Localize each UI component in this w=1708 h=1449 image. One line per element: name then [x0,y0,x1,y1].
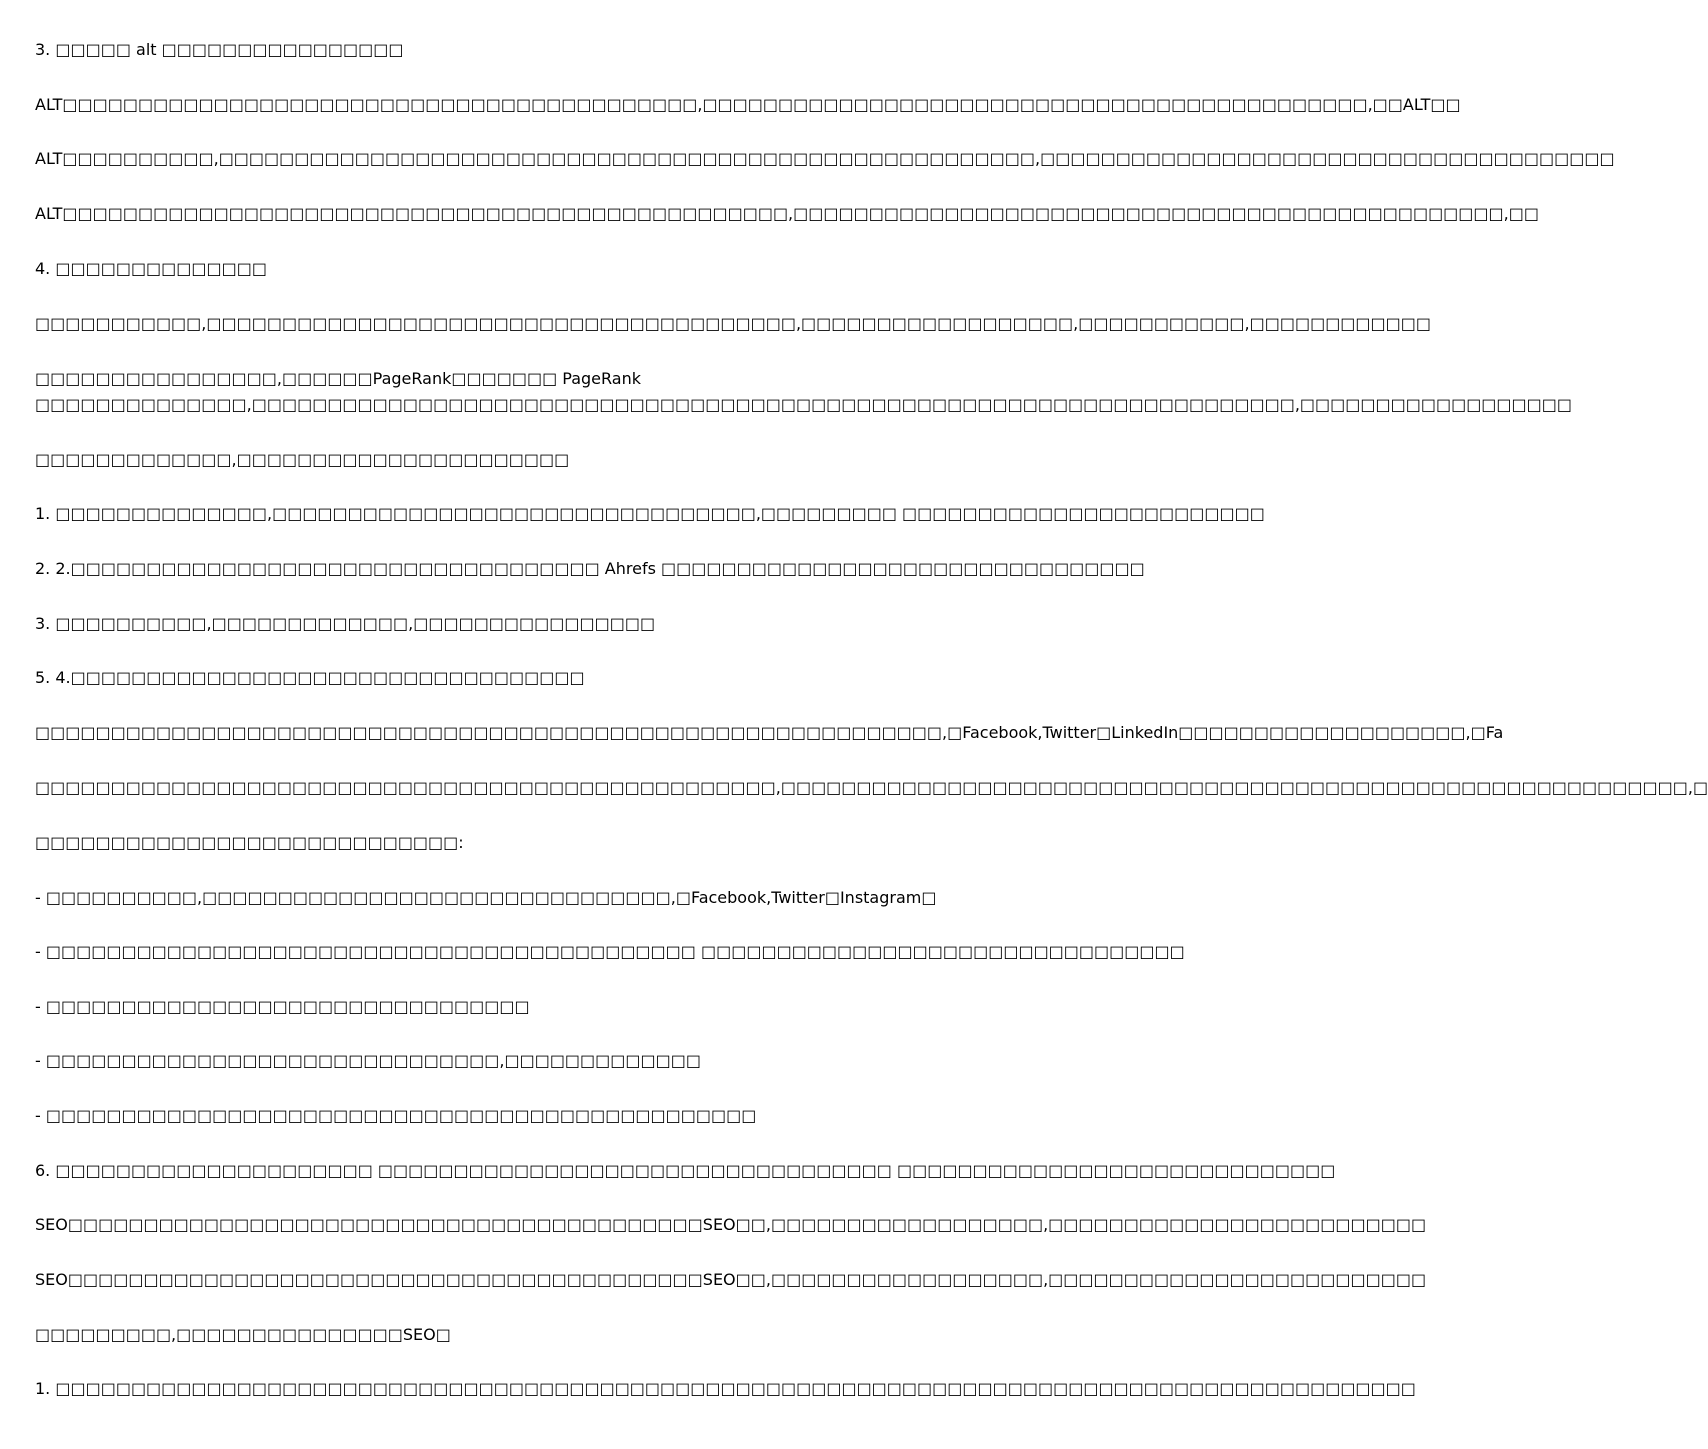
paragraph-links-intro: □□□□□□□□□□□□□,□□□□□□□□□□□□□□□□□□□□□□ [35,450,570,469]
bullet-item-2: - □□□□□□□□□□□□□□□□□□□□□□□□□□□□□□□□□□□□□□□□□□□ □□□□□□□□□□□□□□□□□□□□□□□□□□□□□□□□ [35,942,1185,961]
heading-section-4: 4. □□□□□□□□□□□□□□ [35,259,267,278]
list-item-seo-1: 1. □□□□□□□□□□□□□□□□□□□□□□□□□□□□□□□□□□□□□□□□□□□□□□□□□□□□□□□□□□□□□□□□□□□□□□□□□□□□□□□□□□□□□□□□□□ [35,1379,1416,1398]
paragraph-pagerank-2: □□□□□□□□□□□□□□,□□□□□□□□□□□□□□□□□□□□□□□□□□□□□□□□□□□□□□□□□□□□□□□□□□□□□□□□□□□□□□□□□□□□□,□□□□□□□□□□□□□□□□□□ [35,395,1573,414]
list-item-2-ahrefs: 2. 2.□□□□□□□□□□□□□□□□□□□□□□□□□□□□□□□□□□□ Ahrefs □□□□□□□□□□□□□□□□□□□□□□□□□□□□□□□□ [35,559,1145,578]
paragraph-links-1: □□□□□□□□□□□,□□□□□□□□□□□□□□□□□□□□□□□□□□□□□□□□□□□□□□□,□□□□□□□□□□□□□□□□□□,□□□□□□□□□□□,□□□□□□□□□□□□ [35,314,1432,333]
paragraph-pagerank-1: □□□□□□□□□□□□□□□□,□□□□□□PageRank□□□□□□□ PageRank [35,369,641,388]
paragraph-social-2: □□□□□□□□□□□□□□□□□□□□□□□□□□□□□□□□□□□□□□□□□□□□□□□□□,□□□□□□□□□□□□□□□□□□□□□□□□□□□□□□□□□□□□□□□□□□□□□□□□□□□□□□□□□□□□,□ [35,778,1708,797]
bullet-item-1: - □□□□□□□□□□,□□□□□□□□□□□□□□□□□□□□□□□□□□□□□□□,□Facebook,Twitter□Instagram□ [35,888,937,907]
paragraph-seo-2: SEO□□□□□□□□□□□□□□□□□□□□□□□□□□□□□□□□□□□□□□□□□□SEO□□,□□□□□□□□□□□□□□□□□□,□□□□□□□□□□□□□□□□□□□□□□□□□ [35,1270,1427,1289]
bullet-item-3: - □□□□□□□□□□□□□□□□□□□□□□□□□□□□□□□□ [35,997,530,1016]
paragraph-seo-intro: □□□□□□□□□,□□□□□□□□□□□□□□□SEO□ [35,1325,451,1344]
paragraph-social-1: □□□□□□□□□□□□□□□□□□□□□□□□□□□□□□□□□□□□□□□□□□□□□□□□□□□□□□□□□□□□,□Facebook,Twitter□LinkedIn□□□□□□□□□□□□□□□□□□□,□Fa [35,723,1504,742]
bullet-item-4: - □□□□□□□□□□□□□□□□□□□□□□□□□□□□□□,□□□□□□□□□□□□□ [35,1051,701,1070]
paragraph-social-intro: □□□□□□□□□□□□□□□□□□□□□□□□□□□□: [35,833,464,852]
document-page [35,0,1708,1449]
heading-section-5: 5. 4.□□□□□□□□□□□□□□□□□□□□□□□□□□□□□□□□□□ [35,668,585,687]
paragraph-alt-3: ALT□□□□□□□□□□□□□□□□□□□□□□□□□□□□□□□□□□□□□□□□□□□□□□□□,□□□□□□□□□□□□□□□□□□□□□□□□□□□□□□□□□□□□□□□□□□□□□□□,□□ [35,204,1539,223]
heading-alt-tags: 3. □□□□□ alt □□□□□□□□□□□□□□□□ [35,40,404,59]
paragraph-seo-1: SEO□□□□□□□□□□□□□□□□□□□□□□□□□□□□□□□□□□□□□□□□□□SEO□□,□□□□□□□□□□□□□□□□□□,□□□□□□□□□□□□□□□□□□□□□□□□□ [35,1215,1427,1234]
bullet-item-5: - □□□□□□□□□□□□□□□□□□□□□□□□□□□□□□□□□□□□□□□□□□□□□□□ [35,1106,757,1125]
list-item-1: 1. □□□□□□□□□□□□□□,□□□□□□□□□□□□□□□□□□□□□□□□□□□□□□□□,□□□□□□□□□ □□□□□□□□□□□□□□□□□□□□□□□□ [35,504,1265,523]
paragraph-alt-2: ALT□□□□□□□□□□,□□□□□□□□□□□□□□□□□□□□□□□□□□□□□□□□□□□□□□□□□□□□□□□□□□□□□□,□□□□□□□□□□□□□□□□□□□□□□□□□□□□□□□□□□□□□□ [35,149,1615,168]
list-item-3: 3. □□□□□□□□□□,□□□□□□□□□□□□□,□□□□□□□□□□□□□□□□ [35,614,656,633]
paragraph-alt-1: ALT□□□□□□□□□□□□□□□□□□□□□□□□□□□□□□□□□□□□□□□□□□,□□□□□□□□□□□□□□□□□□□□□□□□□□□□□□□□□□□□□□□□□□□□,□□ALT□□ [35,95,1461,114]
heading-section-6: 6. □□□□□□□□□□□□□□□□□□□□□ □□□□□□□□□□□□□□□□□□□□□□□□□□□□□□□□□□ □□□□□□□□□□□□□□□□□□□□□□□□□□□□□ [35,1161,1336,1180]
